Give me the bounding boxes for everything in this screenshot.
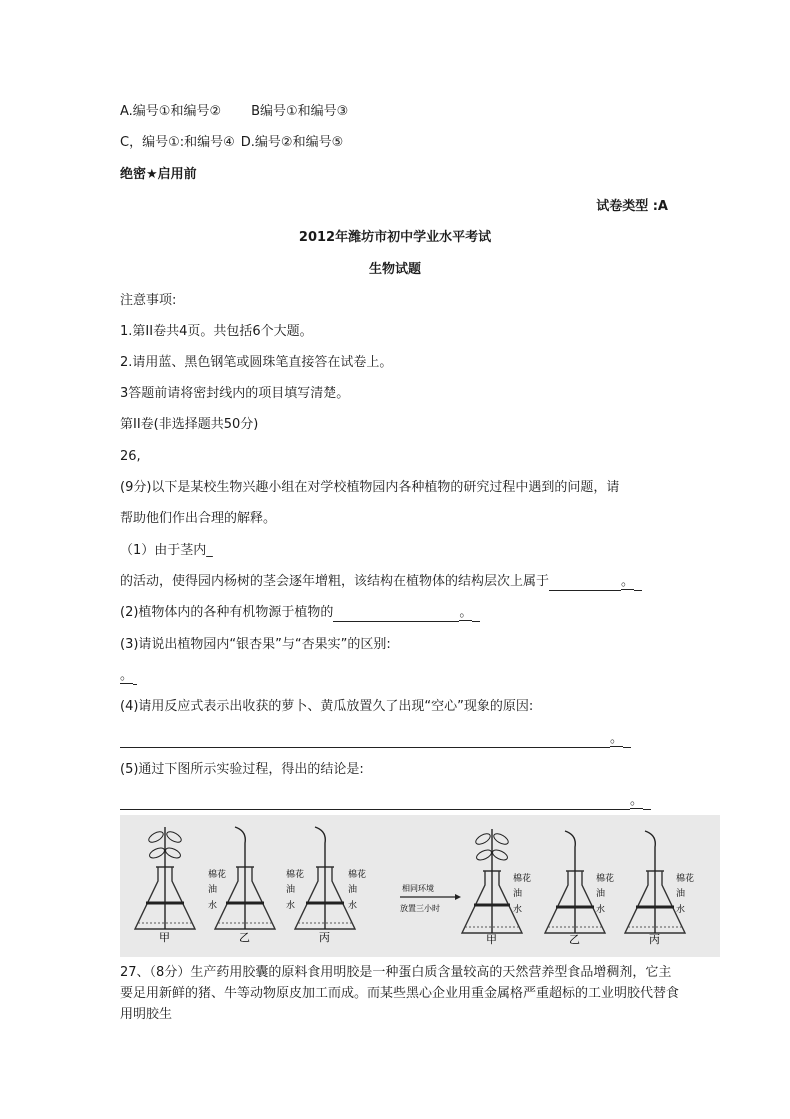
q26-part5-text: (5)通过下图所示实验过程，得出的结论是: — [120, 762, 364, 777]
left-flask-label-jia: 甲 — [159, 931, 170, 944]
q26-part2-text: (2)植物体内的各种有机物源于植物的 — [120, 605, 334, 620]
right-label-oil: 油 — [513, 889, 523, 899]
experiment-figure — [120, 815, 720, 957]
arrow-label-line2: 放置三小时 — [400, 904, 440, 913]
left-label-cotton-3: 棉花 — [348, 870, 367, 880]
right-label-oil-3: 油 — [676, 889, 686, 899]
q26-part2-line — [120, 604, 480, 622]
q26-part5-period: 。 — [630, 793, 644, 808]
notes-item-2: 2.请用蓝、黑色钢笔或圆珠笔直接答在试卷上。 — [120, 355, 393, 370]
notes-item-3: 3答题前请将密封线内的项目填写清楚。 — [120, 386, 350, 401]
right-flask-label-jia: 甲 — [486, 933, 497, 946]
right-label-oil-2: 油 — [596, 889, 606, 899]
q26-part5-answer-line — [120, 792, 651, 810]
q26-stem-line1: (9分)以下是某校生物兴趣小组在对学校植物园内各种植物的研究过程中遇到的问题，请 — [120, 480, 620, 495]
exam-title: 2012年潍坊市初中学业水平考试 — [298, 230, 492, 245]
arrow-head — [455, 894, 461, 900]
q26-part1-line — [120, 573, 642, 591]
left-label-cotton: 棉花 — [286, 870, 305, 880]
left-label-oil-3: 油 — [348, 885, 358, 895]
q26-part4-blank — [120, 733, 610, 748]
paper-type: 试卷类型 :A — [596, 199, 668, 214]
section-title: 第II卷(非选择题共50分) — [120, 417, 259, 432]
option-a: A.编号①和编号② — [120, 104, 222, 119]
option-d: D.编号②和编号⑤ — [240, 135, 344, 150]
right-label-cotton-3: 棉花 — [676, 874, 695, 884]
q26-part1-period: 。 — [621, 574, 635, 589]
notes-item-1: 1.第II卷共4页。共包括6个大题。 — [120, 324, 313, 339]
q26-part1-blank — [549, 576, 621, 591]
q26-part4-period: 。 — [610, 731, 624, 746]
q26-stem-line2: 帮助他们作出合理的解释。 — [120, 511, 277, 526]
right-label-water-2: 水 — [596, 905, 606, 915]
right-flask-label-yi: 乙 — [569, 933, 580, 946]
secret-mark: 绝密★启用前 — [120, 167, 197, 182]
left-label-oil-2: 油 — [208, 885, 218, 895]
flask-left-jia — [135, 827, 195, 929]
left-label-water-2: 水 — [208, 901, 218, 911]
arrow-label-line1: 相同环境 — [402, 884, 434, 893]
q26-part3-period: 。 — [120, 668, 134, 683]
right-label-cotton-2: 棉花 — [596, 874, 615, 884]
left-label-oil: 油 — [286, 885, 296, 895]
subject-title: 生物试题 — [368, 262, 421, 277]
left-label-cotton-2: 棉花 — [208, 870, 227, 880]
q26-number: 26, — [120, 449, 141, 464]
right-label-water: 水 — [513, 905, 523, 915]
q26-part4-answer-line — [120, 730, 631, 748]
notes-heading: 注意事项: — [120, 293, 177, 308]
left-flask-label-bing: 丙 — [319, 931, 330, 944]
option-b: B编号①和编号③ — [251, 104, 349, 119]
q26-part5-blank — [120, 795, 630, 810]
q26-part1-start: （1）由于茎内_ — [120, 543, 213, 558]
q26-part1-text: 的活动，使得园内杨树的茎会逐年增粗，该结构在植物体的结构层次上属于 — [120, 574, 550, 589]
q26-part3-text: (3)请说出植物园内“银杏果”与“杏果实”的区别: — [120, 637, 391, 652]
q26-part4-text: (4)请用反应式表示出收获的萝卜、黄瓜放置久了出现“空心”现象的原因: — [120, 699, 534, 714]
right-label-water-3: 水 — [676, 905, 686, 915]
right-flask-label-bing: 丙 — [649, 933, 660, 946]
right-label-cotton: 棉花 — [513, 874, 532, 884]
q26-part2-period: 。 — [459, 605, 473, 620]
q27-text: 27、（8分）生产药用胶囊的原料食用明胶是一种蛋白质含量较高的天然营养型食品增稠剂，它主要足用新鲜的猪、牛等动物原皮加工而成。而某些黑心企业用重金属格严重超标的工业明胶代替食用明胶生 — [120, 965, 680, 1022]
option-row-cd — [120, 134, 343, 152]
q26-part2-blank — [333, 607, 459, 622]
left-label-water-3: 水 — [348, 901, 358, 911]
option-row-ab — [120, 103, 348, 121]
left-label-water: 水 — [286, 901, 296, 911]
q26-part3-answer-line — [120, 667, 137, 685]
left-flask-label-yi: 乙 — [239, 931, 250, 944]
option-c: C，编号①:和编号④ — [120, 135, 235, 150]
